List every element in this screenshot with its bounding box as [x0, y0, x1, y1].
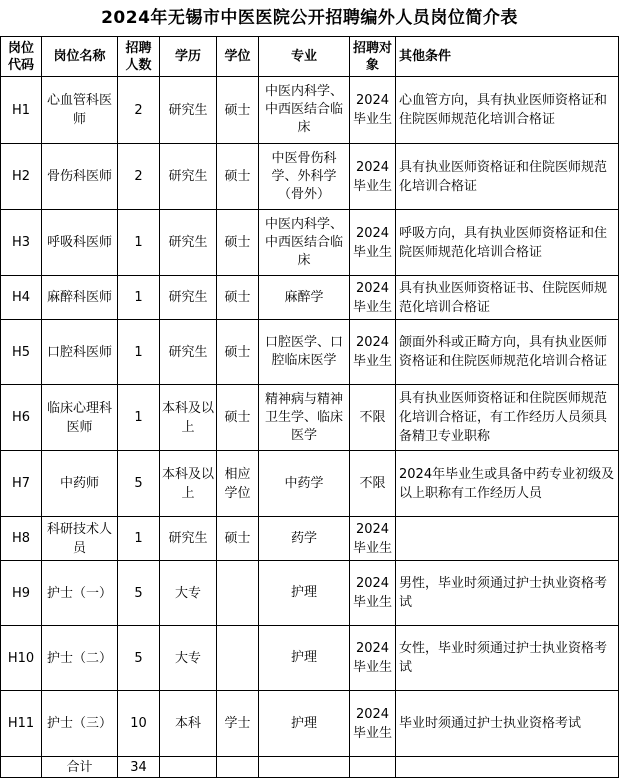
- position-code: H11: [1, 691, 42, 757]
- total-row: [1, 757, 619, 778]
- table-row: [1, 77, 619, 144]
- position-code: H9: [1, 561, 42, 626]
- position-code: H6: [1, 385, 42, 451]
- positions-table: [0, 36, 619, 778]
- conditions: 具有执业医师资格证和住院医师规范化培训合格证，有工作经历人员须具备精卫专业职称: [396, 385, 619, 451]
- table-row: [1, 626, 619, 691]
- target: 2024毕业生: [350, 210, 396, 276]
- degree: 硕士: [217, 276, 259, 320]
- target: 不限: [350, 451, 396, 517]
- education: 研究生: [160, 77, 217, 144]
- hire-count: 1: [118, 320, 160, 385]
- position-code: H8: [1, 517, 42, 561]
- total-empty-cell: [1, 757, 42, 778]
- position-name: 中药师: [42, 451, 118, 517]
- conditions: 颌面外科或正畸方向，具有执业医师资格证和住院医师规范化培训合格证: [396, 320, 619, 385]
- position-code: H3: [1, 210, 42, 276]
- header-row: [1, 37, 619, 77]
- total-empty-cell: [350, 757, 396, 778]
- target: 2024毕业生: [350, 691, 396, 757]
- hire-count: 1: [118, 385, 160, 451]
- position-code: H5: [1, 320, 42, 385]
- education: 研究生: [160, 144, 217, 210]
- position-code: H2: [1, 144, 42, 210]
- position-code: H1: [1, 77, 42, 144]
- table-row: [1, 276, 619, 320]
- target: 不限: [350, 385, 396, 451]
- position-code: H4: [1, 276, 42, 320]
- degree: 硕士: [217, 517, 259, 561]
- table-row: [1, 210, 619, 276]
- table-row: [1, 451, 619, 517]
- position-name: 护士（三）: [42, 691, 118, 757]
- hire-count: 2: [118, 144, 160, 210]
- target: 2024毕业生: [350, 517, 396, 561]
- header-name: 岗位名称: [42, 37, 118, 77]
- degree: 硕士: [217, 77, 259, 144]
- hire-count: 5: [118, 561, 160, 626]
- target: 2024毕业生: [350, 276, 396, 320]
- total-empty-cell: [217, 757, 259, 778]
- table-row: [1, 691, 619, 757]
- hire-count: 1: [118, 276, 160, 320]
- header-target: 招聘对象: [350, 37, 396, 77]
- position-name: 心血管科医师: [42, 77, 118, 144]
- education: 研究生: [160, 320, 217, 385]
- degree: 硕士: [217, 320, 259, 385]
- header-code: 岗位代码: [1, 37, 42, 77]
- major: 护理: [259, 626, 350, 691]
- major: 药学: [259, 517, 350, 561]
- conditions: 女性，毕业时须通过护士执业资格考试: [396, 626, 619, 691]
- degree: 相应学位: [217, 451, 259, 517]
- header-education: 学历: [160, 37, 217, 77]
- table-row: [1, 144, 619, 210]
- target: 2024毕业生: [350, 144, 396, 210]
- major: 中药学: [259, 451, 350, 517]
- education: 大专: [160, 561, 217, 626]
- header-degree: 学位: [217, 37, 259, 77]
- position-name: 科研技术人员: [42, 517, 118, 561]
- major: 护理: [259, 691, 350, 757]
- conditions: [396, 517, 619, 561]
- degree: [217, 626, 259, 691]
- position-name: 护士（一）: [42, 561, 118, 626]
- header-conditions: 其他条件: [396, 37, 619, 77]
- table-row: [1, 320, 619, 385]
- table-row: [1, 517, 619, 561]
- header-major: 专业: [259, 37, 350, 77]
- position-name: 骨伤科医师: [42, 144, 118, 210]
- conditions: 毕业时须通过护士执业资格考试: [396, 691, 619, 757]
- major: 口腔医学、口腔临床医学: [259, 320, 350, 385]
- target: 2024毕业生: [350, 77, 396, 144]
- hire-count: 1: [118, 517, 160, 561]
- degree: 学士: [217, 691, 259, 757]
- total-empty-cell: [396, 757, 619, 778]
- page-title: 2024年无锡市中医医院公开招聘编外人员岗位简介表: [101, 8, 518, 28]
- education: 本科: [160, 691, 217, 757]
- total-count: 34: [118, 757, 160, 778]
- position-code: H7: [1, 451, 42, 517]
- major: 中医内科学、中西医结合临床: [259, 210, 350, 276]
- major: 护理: [259, 561, 350, 626]
- table-row: [1, 385, 619, 451]
- major: 中医骨伤科学、外科学（骨外）: [259, 144, 350, 210]
- conditions: 2024年毕业生或具备中药专业初级及以上职称有工作经历人员: [396, 451, 619, 517]
- target: 2024毕业生: [350, 561, 396, 626]
- major: 中医内科学、中西医结合临床: [259, 77, 350, 144]
- hire-count: 5: [118, 451, 160, 517]
- education: 研究生: [160, 276, 217, 320]
- conditions: 心血管方向，具有执业医师资格证和住院医师规范化培训合格证: [396, 77, 619, 144]
- degree: 硕士: [217, 210, 259, 276]
- position-name: 临床心理科医师: [42, 385, 118, 451]
- position-name: 护士（二）: [42, 626, 118, 691]
- education: 本科及以上: [160, 451, 217, 517]
- education: 本科及以上: [160, 385, 217, 451]
- degree: [217, 561, 259, 626]
- major: 麻醉学: [259, 276, 350, 320]
- position-name: 口腔科医师: [42, 320, 118, 385]
- total-empty-cell: [160, 757, 217, 778]
- hire-count: 5: [118, 626, 160, 691]
- hire-count: 2: [118, 77, 160, 144]
- degree: 硕士: [217, 385, 259, 451]
- target: 2024毕业生: [350, 320, 396, 385]
- major: 精神病与精神卫生学、临床医学: [259, 385, 350, 451]
- conditions: 具有执业医师资格证和住院医师规范化培训合格证: [396, 144, 619, 210]
- conditions: 呼吸方向，具有执业医师资格证和住院医师规范化培训合格证: [396, 210, 619, 276]
- header-count: 招聘人数: [118, 37, 160, 77]
- education: 研究生: [160, 210, 217, 276]
- hire-count: 1: [118, 210, 160, 276]
- total-empty-cell: [259, 757, 350, 778]
- conditions: 男性，毕业时须通过护士执业资格考试: [396, 561, 619, 626]
- hire-count: 10: [118, 691, 160, 757]
- target: 2024毕业生: [350, 626, 396, 691]
- table-row: [1, 561, 619, 626]
- degree: 硕士: [217, 144, 259, 210]
- position-name: 麻醉科医师: [42, 276, 118, 320]
- education: 研究生: [160, 517, 217, 561]
- conditions: 具有执业医师资格证书、住院医师规范化培训合格证: [396, 276, 619, 320]
- total-label: 合计: [42, 757, 118, 778]
- education: 大专: [160, 626, 217, 691]
- position-code: H10: [1, 626, 42, 691]
- position-name: 呼吸科医师: [42, 210, 118, 276]
